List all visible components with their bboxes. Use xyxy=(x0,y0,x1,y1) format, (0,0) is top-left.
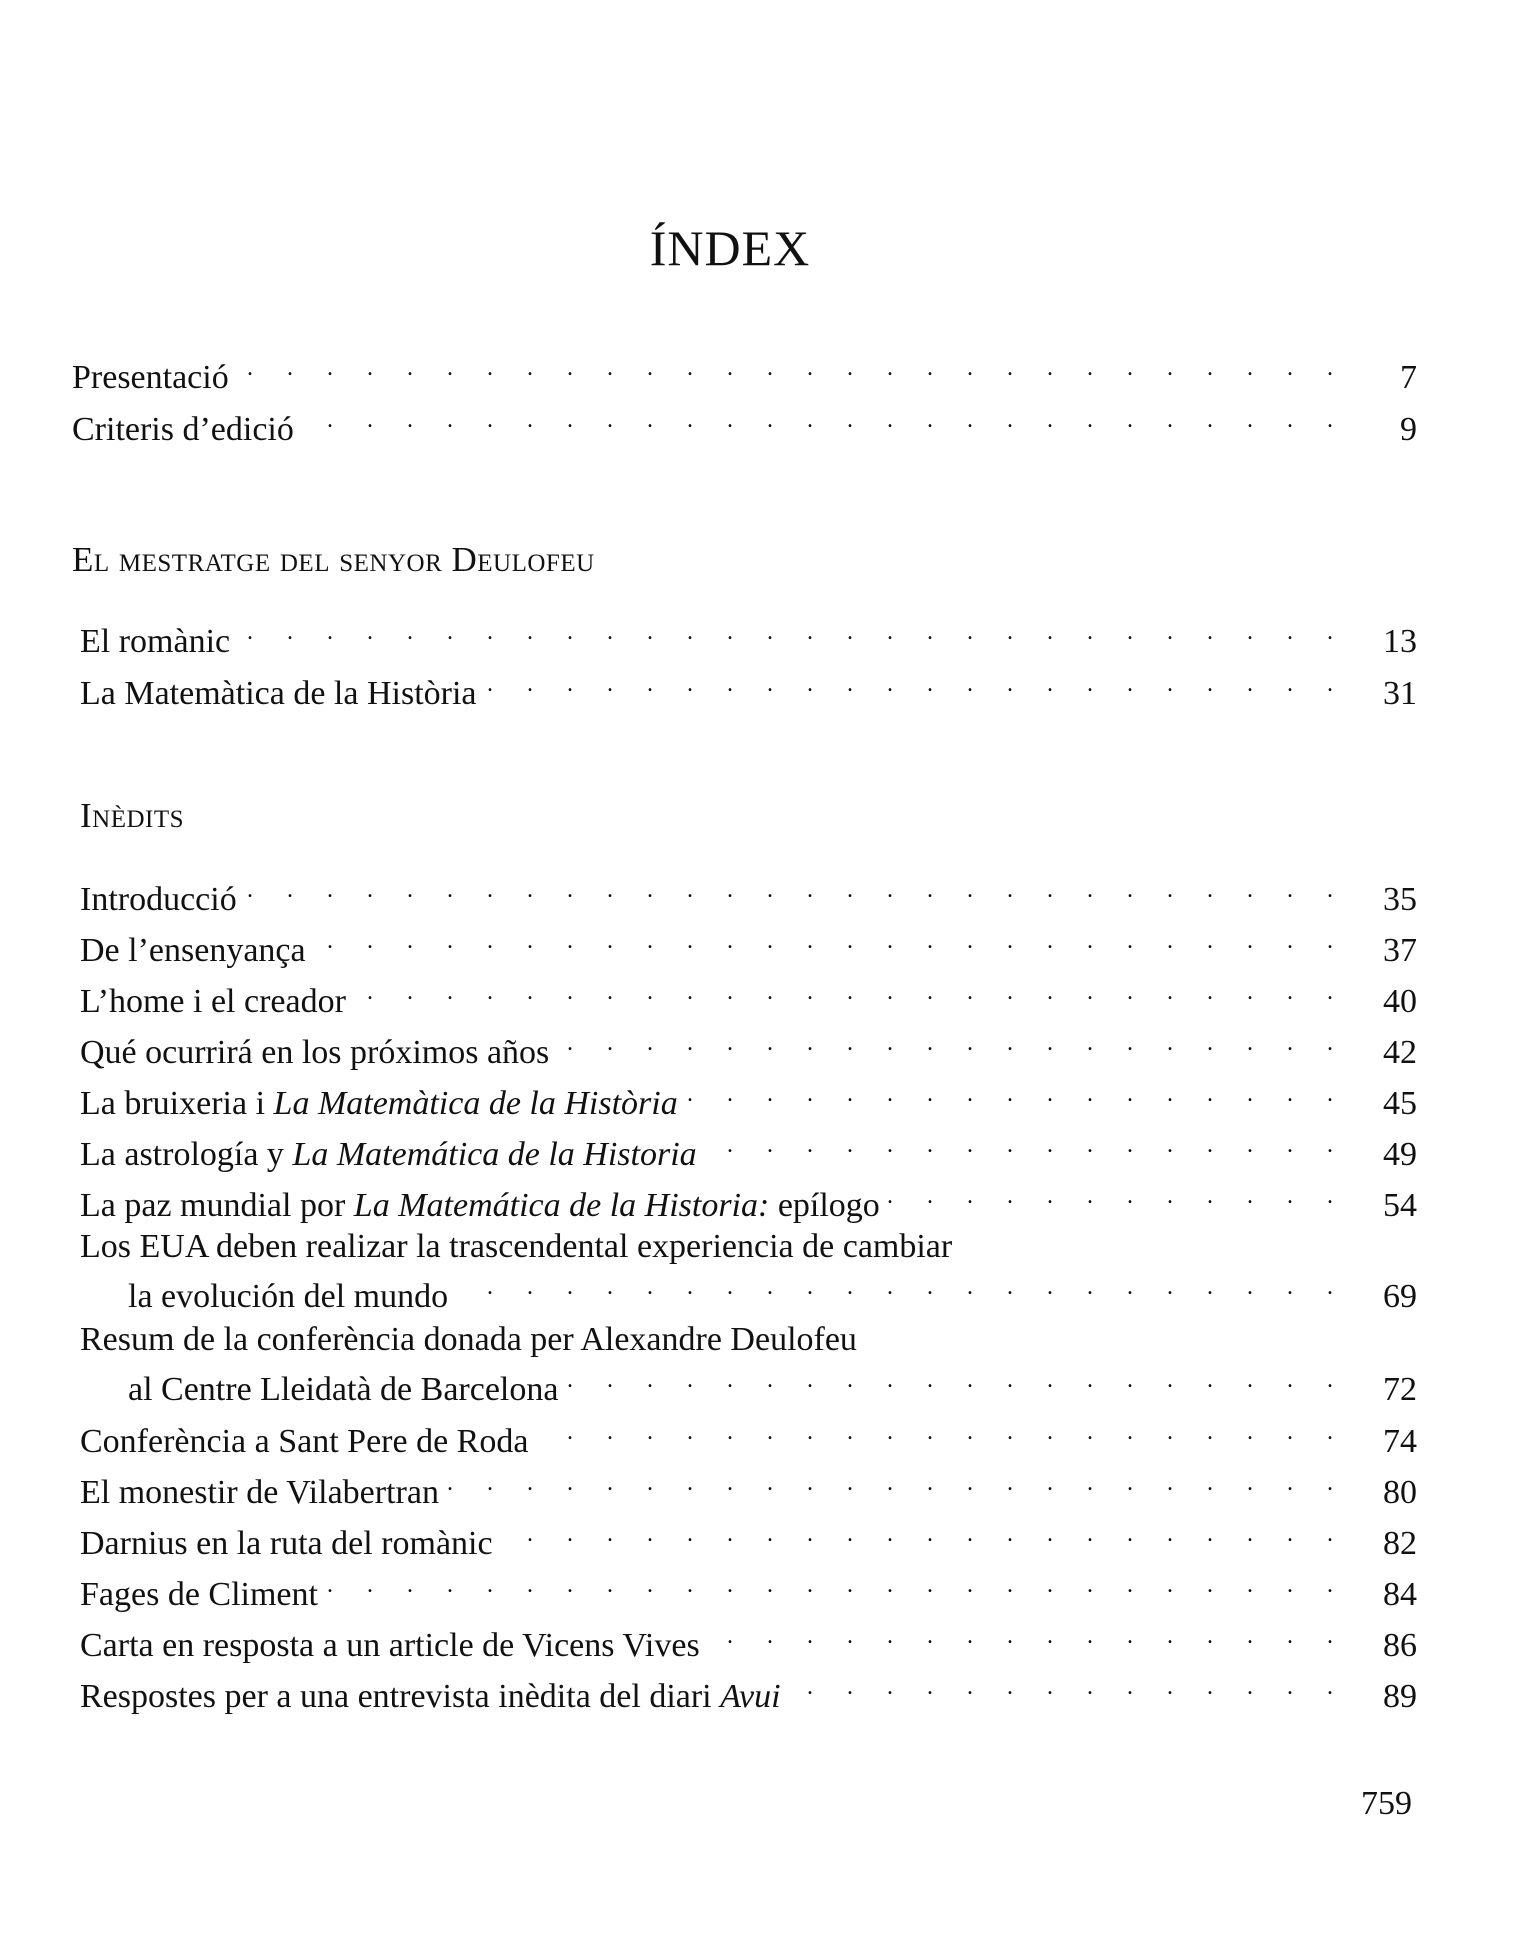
entry-page-number: 82 xyxy=(1383,1525,1417,1562)
entry-title-line1: Los EUA deben realizar la trascendental experiencia de cambiar xyxy=(80,1228,953,1265)
entry-title: Conferència a Sant Pere de Roda xyxy=(80,1423,529,1460)
entry-title-line1: Resum de la conferència donada per Alexandre Deulofeu xyxy=(80,1321,857,1358)
toc-entry[interactable] xyxy=(80,1514,1417,1564)
entry-page-number: 89 xyxy=(1383,1678,1417,1715)
dot-leader xyxy=(243,870,1347,910)
entry-page-number: 84 xyxy=(1383,1576,1417,1613)
page-title: ÍNDEX xyxy=(649,219,811,276)
dot-leader xyxy=(555,1023,1347,1063)
dot-leader xyxy=(454,1267,1347,1307)
entry-title-plain: La paz mundial por xyxy=(80,1187,354,1224)
dot-leader xyxy=(706,1616,1347,1656)
toc-entry-multiline[interactable] xyxy=(80,1320,1417,1410)
entry-page-number: 7 xyxy=(1400,359,1417,396)
dot-leader xyxy=(445,1463,1347,1503)
toc-entry[interactable] xyxy=(80,1463,1417,1513)
dot-leader xyxy=(235,348,1347,388)
entry-title: El monestir de Vilabertran xyxy=(80,1474,439,1511)
toc-entry[interactable] xyxy=(80,870,1417,920)
entry-title-after: epílogo xyxy=(769,1187,880,1224)
entry-title: Darnius en la ruta del romànic xyxy=(80,1525,493,1562)
dot-leader xyxy=(312,921,1347,961)
entry-page-number: 80 xyxy=(1383,1474,1417,1511)
toc-entry-criteris[interactable] xyxy=(72,400,1417,450)
entry-title: Criteris d’edició xyxy=(72,411,294,448)
toc-entry[interactable] xyxy=(80,664,1417,714)
dot-leader xyxy=(352,972,1347,1012)
entry-page-number: 54 xyxy=(1383,1187,1417,1224)
entry-page-number: 49 xyxy=(1383,1136,1417,1173)
toc-entry[interactable] xyxy=(80,1125,1417,1175)
entry-page-number: 42 xyxy=(1383,1034,1417,1071)
entry-title-line2: al Centre Lleidatà de Barcelona xyxy=(128,1371,559,1408)
dot-leader xyxy=(564,1360,1347,1400)
entry-title xyxy=(80,1677,781,1717)
entry-title: El romànic xyxy=(80,623,231,660)
dot-leader xyxy=(483,664,1348,704)
entry-title: La Matemàtica de la Història xyxy=(80,675,477,712)
toc-entry[interactable] xyxy=(80,1412,1417,1462)
entry-title-line2: la evolución del mundo xyxy=(128,1278,449,1315)
toc-entry[interactable] xyxy=(80,1023,1417,1073)
dot-leader xyxy=(886,1176,1347,1216)
entry-title-plain: La bruixeria i xyxy=(80,1085,274,1122)
toc-entry[interactable] xyxy=(80,1616,1417,1666)
dot-leader xyxy=(300,400,1347,440)
entry-page-number: 9 xyxy=(1400,411,1417,448)
dot-leader xyxy=(684,1074,1347,1114)
toc-entry[interactable] xyxy=(80,1176,1417,1226)
entry-page-number: 13 xyxy=(1383,623,1417,660)
dot-leader xyxy=(703,1125,1347,1165)
entry-title: Fages de Climent xyxy=(80,1576,318,1613)
entry-title: Qué ocurrirá en los próximos años xyxy=(80,1034,550,1071)
entry-title xyxy=(80,1186,880,1226)
page-number-folio: 759 xyxy=(1361,1785,1412,1822)
entry-title: L’home i el creador xyxy=(80,983,346,1020)
entry-title xyxy=(80,1135,697,1175)
entry-title-italic: La Matemática de la Historia xyxy=(292,1136,697,1173)
entry-title-italic: La Matemática de la Historia: xyxy=(353,1187,770,1224)
dot-leader xyxy=(787,1667,1347,1707)
toc-entry[interactable] xyxy=(80,1565,1417,1615)
toc-entry-multiline[interactable] xyxy=(80,1227,1417,1317)
toc-entry-presentacio[interactable] xyxy=(72,348,1417,398)
entry-title: Presentació xyxy=(72,359,229,396)
dot-leader xyxy=(534,1412,1347,1452)
toc-entry[interactable] xyxy=(80,921,1417,971)
dot-leader xyxy=(499,1514,1347,1554)
toc-entry[interactable] xyxy=(80,1074,1417,1124)
section-heading-inedits: Inèdits xyxy=(80,796,185,835)
entry-page-number: 31 xyxy=(1383,675,1417,712)
entry-page-number: 86 xyxy=(1383,1627,1417,1664)
entry-page-number: 37 xyxy=(1383,932,1417,969)
entry-title: De l’ensenyança xyxy=(80,932,306,969)
entry-title: Introducció xyxy=(80,881,237,918)
entry-title-plain: La astrología y xyxy=(80,1136,293,1173)
entry-page-number: 74 xyxy=(1383,1423,1417,1460)
entry-page-number: 35 xyxy=(1383,881,1417,918)
entry-title xyxy=(80,1084,678,1124)
dot-leader xyxy=(236,612,1347,652)
entry-page-number: 69 xyxy=(1383,1278,1417,1315)
entry-title-italic: La Matemàtica de la Història xyxy=(273,1085,678,1122)
entry-title-italic: Avui xyxy=(720,1678,781,1715)
entry-page-number: 40 xyxy=(1383,983,1417,1020)
entry-page-number: 45 xyxy=(1383,1085,1417,1122)
toc-entry[interactable] xyxy=(80,1667,1417,1717)
entry-title: Carta en resposta a un article de Vicens Vives xyxy=(80,1627,700,1664)
toc-entry[interactable] xyxy=(80,612,1417,662)
section-heading-mestratge: El mestratge del senyor Deulofeu xyxy=(72,540,595,579)
entry-title-plain: Respostes per a una entrevista inèdita del diari xyxy=(80,1678,721,1715)
toc-entry[interactable] xyxy=(80,972,1417,1022)
entry-page-number: 72 xyxy=(1383,1371,1417,1408)
dot-leader xyxy=(324,1565,1347,1605)
